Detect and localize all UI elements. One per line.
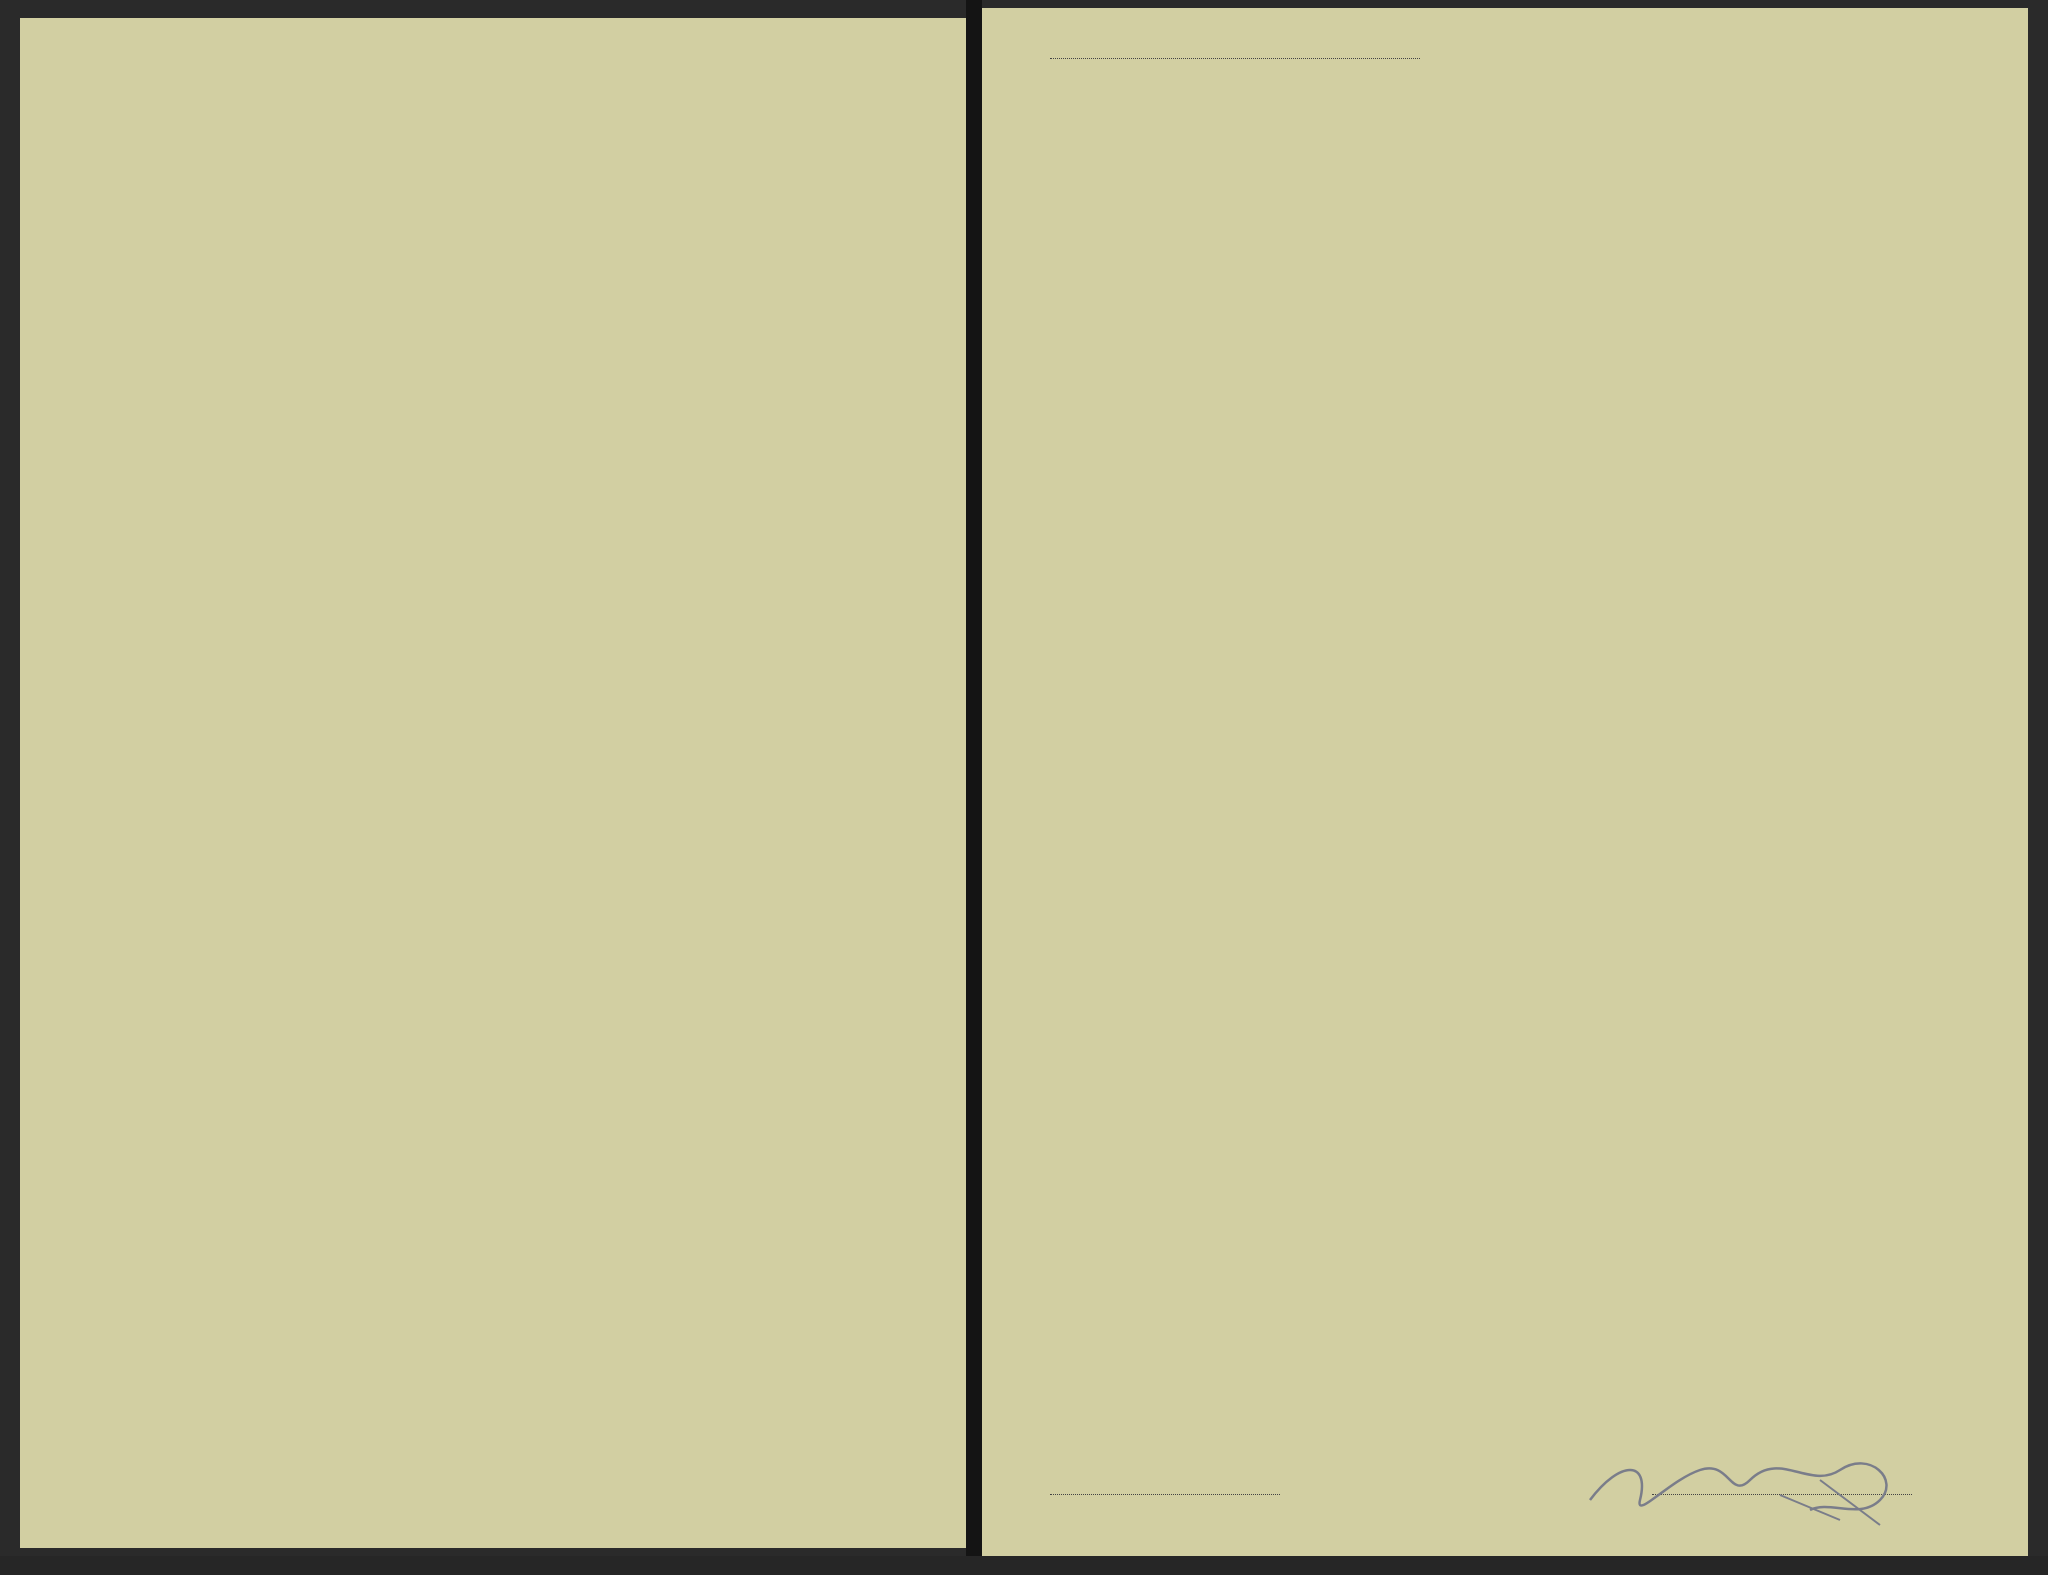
commander-signature (1580, 1440, 1920, 1530)
binding-spine (966, 0, 982, 1575)
archive-footer (0, 1556, 2048, 1575)
page-2-sheet (980, 8, 2028, 1560)
page-1-sheet (20, 18, 978, 1548)
